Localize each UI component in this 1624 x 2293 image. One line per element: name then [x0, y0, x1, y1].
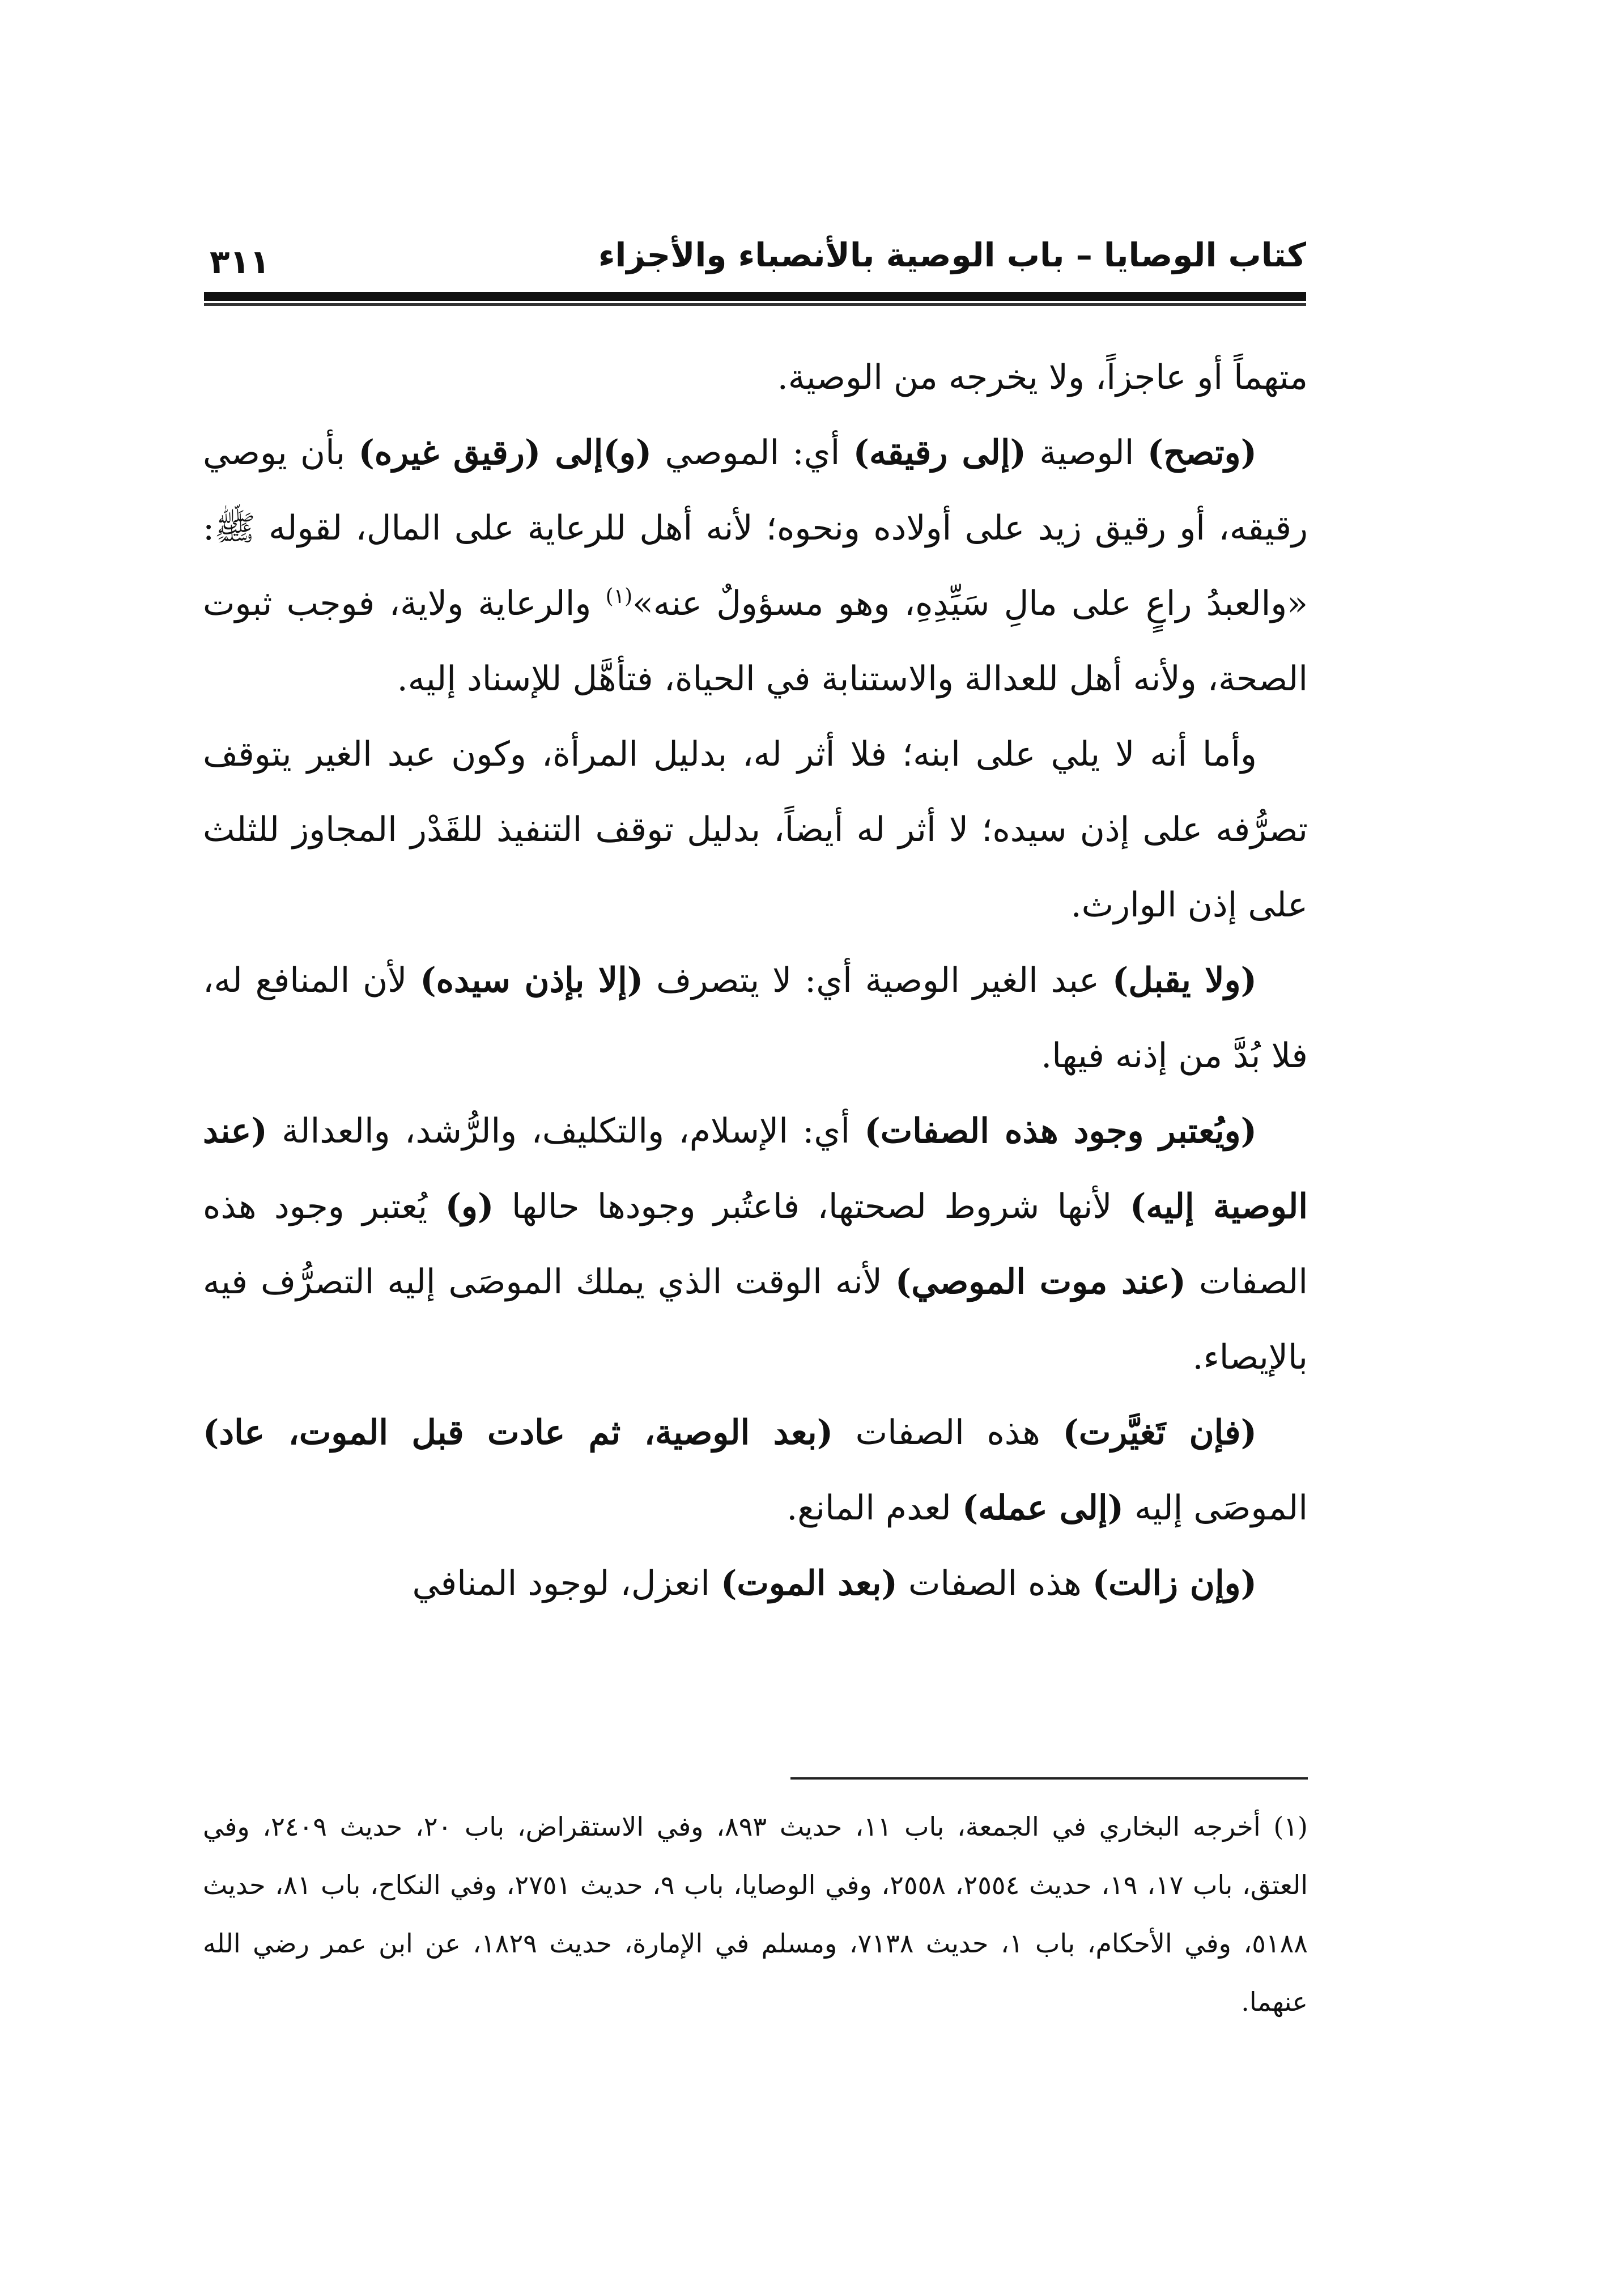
matn-text: (بعد الوصية، ثم عادت قبل الموت، عاد): [203, 1413, 834, 1453]
footnotes: [203, 1798, 1308, 2031]
footnote-marker: (١): [1273, 1811, 1308, 1842]
matn-text: (وإن زالت): [1092, 1564, 1257, 1603]
matn-text: (فإن تَغيَّرت): [1062, 1413, 1257, 1453]
text-run: وأما أنه لا يلي على ابنه؛ فلا أثر له، بدليل المرأة، وكون عبد الغير يتوقف تصرُّفه على إذن سيده؛ لا أثر له أيضاً، بدليل توقف التنفيذ للقَدْر المجاوز للثلث على إذن الوارث.: [203, 734, 1308, 925]
paragraph: [203, 717, 1308, 943]
page-number: ٣١١: [210, 243, 270, 281]
text-run: الوصية: [1026, 433, 1147, 473]
footnote-text: أخرجه البخاري في الجمعة، باب ١١، حديث ٨٩٣، وفي الاستقراض، باب ٢٠، حديث ٢٤٠٩، وفي العتق، باب ١٧، ١٩، حديث ٢٥٥٤، ٢٥٥٨، وفي الوصايا، باب ٩، حديث ٢٧٥١، وفي النكاح، باب ٨١، حديث ٥١٨٨، وفي الأحكام، باب ١، حديث ٧١٣٨، ومسلم في الإمارة، حديث ١٨٢٩، عن ابن عمر رضي الله عنهما.: [203, 1811, 1308, 2017]
text-run: عبد الغير الوصية أي: لا يتصرف: [643, 961, 1112, 1000]
paragraph: [203, 1546, 1308, 1621]
matn-text: (و)إلى (رقيق غيره): [358, 433, 652, 473]
text-run: لأنها شروط لصحتها، فاعتُبر وجودها حالها: [494, 1187, 1130, 1226]
text-run: الموصَى إليه: [1124, 1488, 1308, 1528]
text-run: هذه الصفات: [833, 1413, 1063, 1453]
text-run: والرعاية ولاية، فوجب ثبوت الصحة، ولأنه أهل للعدالة والاستنابة في الحياة، فتأهَّل للإسناد إليه.: [203, 584, 1308, 699]
main-text: [203, 340, 1308, 1621]
footnote-separator: [790, 1777, 1308, 1780]
paragraph: [203, 943, 1308, 1094]
header-rule-thick: [204, 292, 1306, 301]
matn-text: (ولا يقبل): [1112, 961, 1257, 1000]
paragraph: [203, 340, 1308, 415]
matn-text: (ويُعتبر وجود هذه الصفات): [864, 1111, 1257, 1151]
paragraph: [203, 1094, 1308, 1395]
footnote: [203, 1798, 1308, 2031]
text-run: هذه الصفات: [897, 1564, 1092, 1603]
text-run: أي: الموصي: [652, 433, 853, 473]
chapter-title: كتاب الوصايا – باب الوصية بالأنصباء والأجزاء: [598, 236, 1306, 274]
header-rule-thin: [204, 303, 1306, 306]
running-header: [204, 224, 1306, 286]
paragraph: [203, 415, 1308, 717]
footnote-reference: (١): [605, 585, 633, 608]
text-run: لأن المنافع له، فلا بُدَّ من إذنه فيها.: [203, 961, 1308, 1076]
matn-text: (إلا بإذن سيده): [420, 961, 644, 1000]
matn-text: (وتصح): [1147, 433, 1257, 473]
text-run: بأن يوصي رقيقه، أو رقيق زيد على أولاده ونحوه؛ لأنه أهل للرعاية على المال، لقوله ﷺ: «والعبدُ راعٍ على مالِ سَيِّدِهِ، وهو مسؤولٌ عنه»: [203, 433, 1308, 623]
paragraph: [203, 1395, 1308, 1546]
matn-text: (إلى عمله): [962, 1488, 1124, 1528]
matn-text: (بعد الموت): [720, 1564, 898, 1603]
matn-text: (عند الوصية إليه): [203, 1111, 1308, 1226]
text-run: لعدم المانع.: [787, 1488, 962, 1528]
text-run: انعزل، لوجود المنافي: [412, 1564, 721, 1603]
matn-text: (عند موت الموصي): [895, 1262, 1186, 1302]
matn-text: (إلى رقيقه): [853, 433, 1026, 473]
text-run: متهماً أو عاجزاً، ولا يخرجه من الوصية.: [777, 358, 1308, 397]
text-run: لأنه الوقت الذي يملك الموصَى إليه التصرُّف فيه بالإيصاء.: [203, 1262, 1308, 1377]
matn-text: (و): [445, 1187, 494, 1226]
text-run: يُعتبر وجود هذه الصفات: [203, 1187, 1308, 1302]
text-run: أي: الإسلام، والتكليف، والرُّشد، والعدالة: [267, 1111, 865, 1151]
